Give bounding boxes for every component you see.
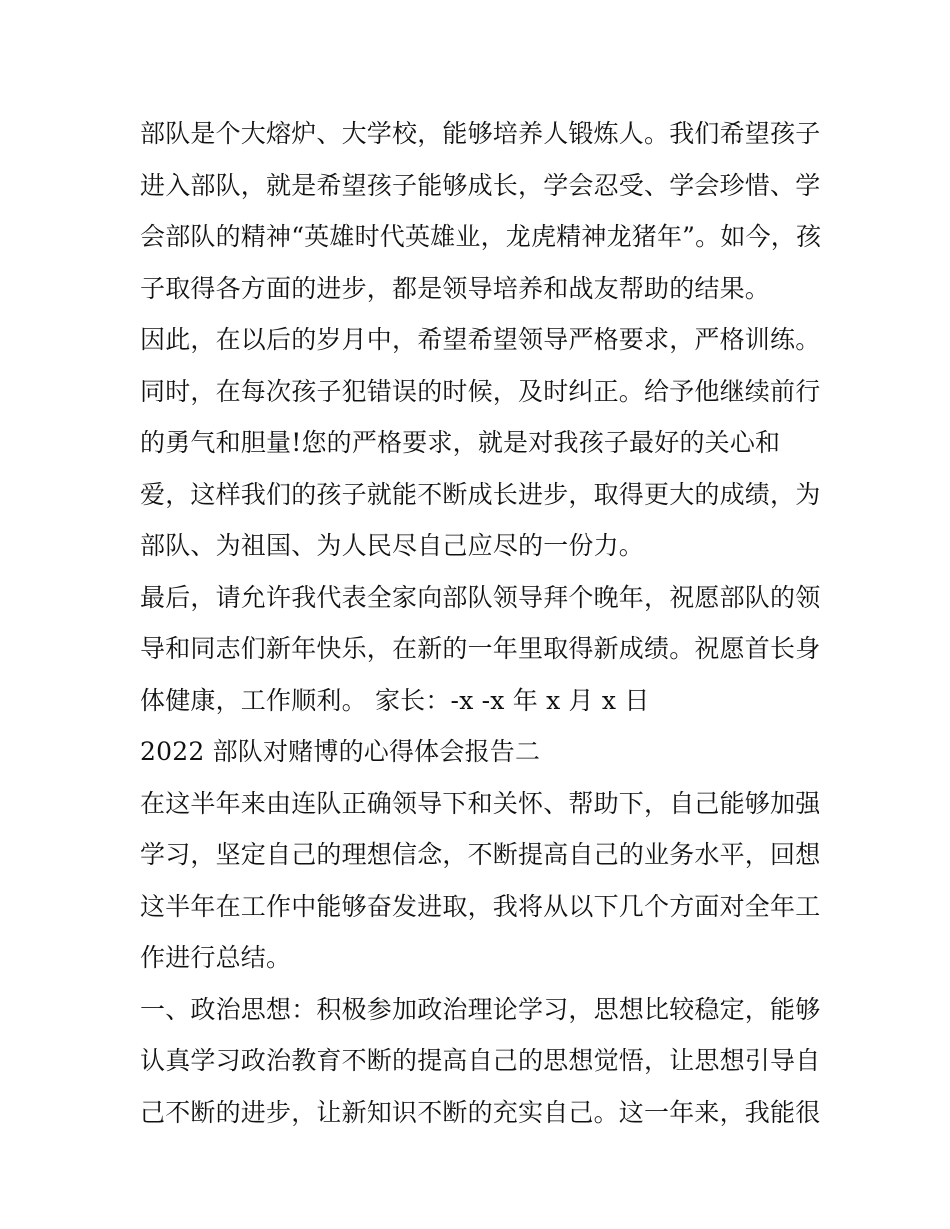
text-line: 子取得各方面的进步，都是领导培养和战友帮助的结果。 [140, 273, 771, 303]
text-line: 的勇气和胆量!您的严格要求，就是对我孩子最好的关心和 [140, 428, 781, 457]
text-line: 这半年在工作中能够奋发进取，我将从以下几个方面对全年工 [140, 891, 821, 921]
text-line: 因此，在以后的岁月中，希望希望领导严格要求，严格训练。 [140, 325, 821, 354]
text-line: 导和同志们新年快乐，在新的一年里取得新成绩。祝愿首长身 [140, 634, 821, 663]
text-line: 爱，这样我们的孩子就能不断成长进步，取得更大的成绩，为 [140, 479, 821, 509]
text-line: 进入部队，就是希望孩子能够成长，学会忍受、学会珍惜、学 [140, 170, 821, 200]
text-line: 认真学习政治教育不断的提高自己的思想觉悟，让思想引导自 [140, 1046, 821, 1075]
document-body [140, 108, 820, 1138]
text-line: 会部队的精神“英雄时代英雄业，龙虎精神龙猪年”。如今，孩 [140, 222, 822, 251]
text-line: 在这半年来由连队正确领导下和关怀、帮助下，自己能够加强 [140, 788, 821, 818]
section-heading: 2022 部队对赌博的心得体会报告二 [140, 737, 541, 766]
text-line: 学习，坚定自己的理想信念，不断提高自己的业务水平，回想 [140, 840, 821, 869]
text-line: 部队、为祖国、为人民尽自己应尽的一份力。 [140, 531, 645, 560]
text-line: 作进行总结。 [140, 943, 292, 972]
text-line: 体健康，工作顺利。 家长：-x -x 年 x 月 x 日 [140, 685, 650, 715]
text-line: 最后，请允许我代表全家向部队领导拜个晚年，祝愿部队的领 [140, 582, 821, 612]
text-line: 同时，在每次孩子犯错误的时候，及时纠正。给予他继续前行 [140, 376, 821, 406]
text-line: 己不断的进步，让新知识不断的充实自己。这一年来，我能很 [140, 1097, 821, 1127]
text-line: 一、政治思想：积极参加政治理论学习，思想比较稳定，能够 [140, 994, 821, 1024]
text-line: 部队是个大熔炉、大学校，能够培养人锻炼人。我们希望孩子 [140, 119, 821, 148]
